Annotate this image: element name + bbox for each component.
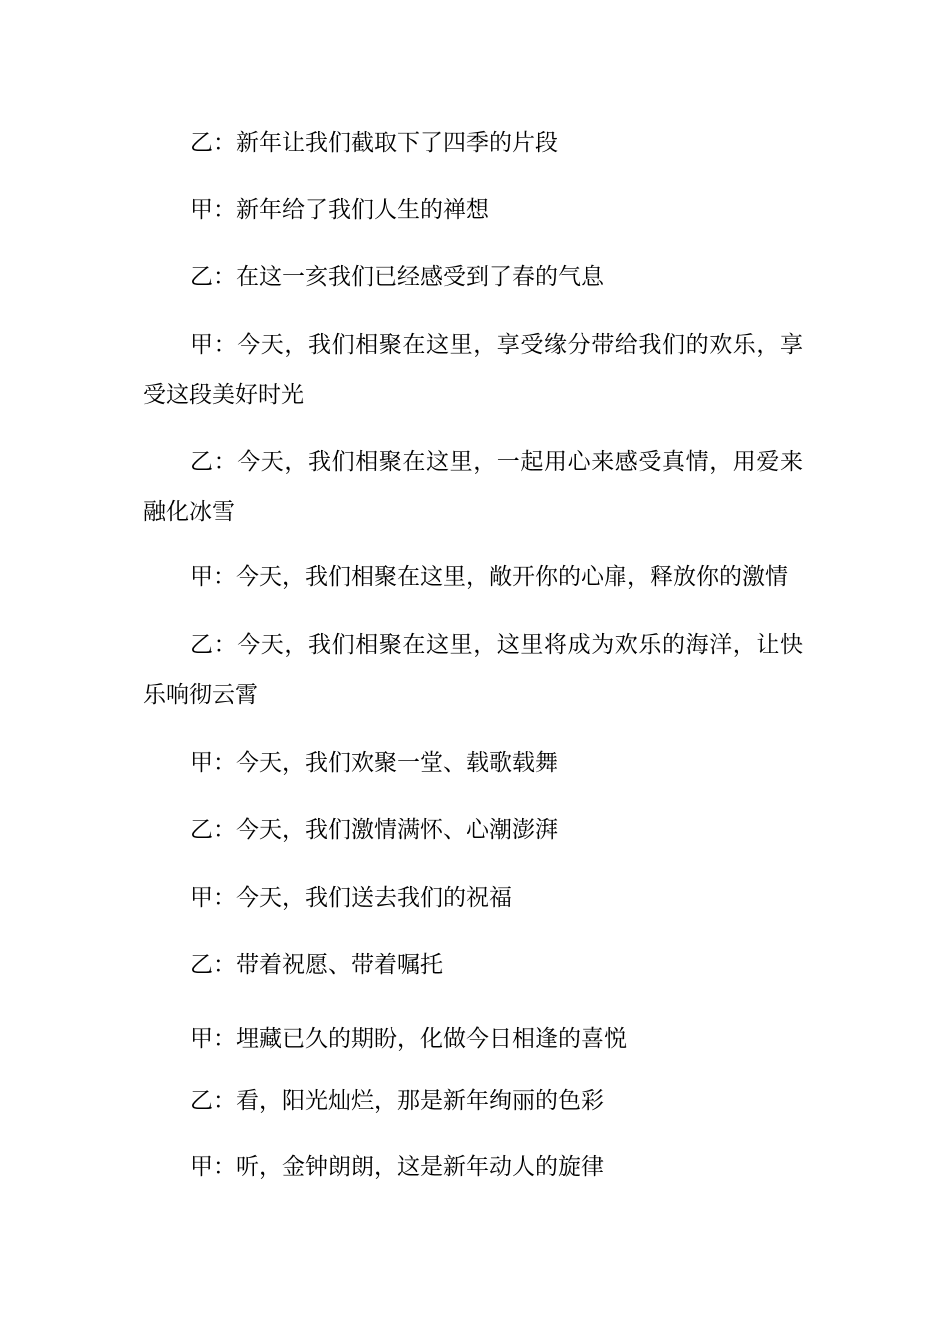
dialogue-line: 乙：在这一亥我们已经感受到了春的气息 <box>190 264 604 290</box>
dialogue-line: 甲：今天，我们相聚在这里，享受缘分带给我们的欢乐，享受这段美好时光 <box>143 332 803 408</box>
dialogue-line: 乙：今天，我们激情满怀、心潮澎湃 <box>190 817 558 843</box>
dialogue-line: 乙：带着祝愿、带着嘱托 <box>190 952 443 978</box>
dialogue-line: 甲：今天，我们相聚在这里，敞开你的心扉，释放你的激情 <box>190 564 788 590</box>
dialogue-line: 乙：今天，我们相聚在这里，这里将成为欢乐的海洋，让快乐响彻云霄 <box>143 632 803 708</box>
dialogue-line: 乙：看，阳光灿烂，那是新年绚丽的色彩 <box>190 1088 604 1114</box>
dialogue-line: 乙：今天，我们相聚在这里，一起用心来感受真情，用爱来融化冰雪 <box>143 449 803 525</box>
dialogue-line: 甲：新年给了我们人生的禅想 <box>190 197 489 223</box>
dialogue-line: 甲：埋藏已久的期盼，化做今日相逢的喜悦 <box>190 1026 627 1052</box>
dialogue-line: 甲：今天，我们送去我们的祝福 <box>190 885 512 911</box>
dialogue-line: 乙：新年让我们截取下了四季的片段 <box>190 130 558 156</box>
dialogue-line: 甲：听，金钟朗朗，这是新年动人的旋律 <box>190 1154 604 1180</box>
dialogue-line: 甲：今天，我们欢聚一堂、载歌载舞 <box>190 750 558 776</box>
